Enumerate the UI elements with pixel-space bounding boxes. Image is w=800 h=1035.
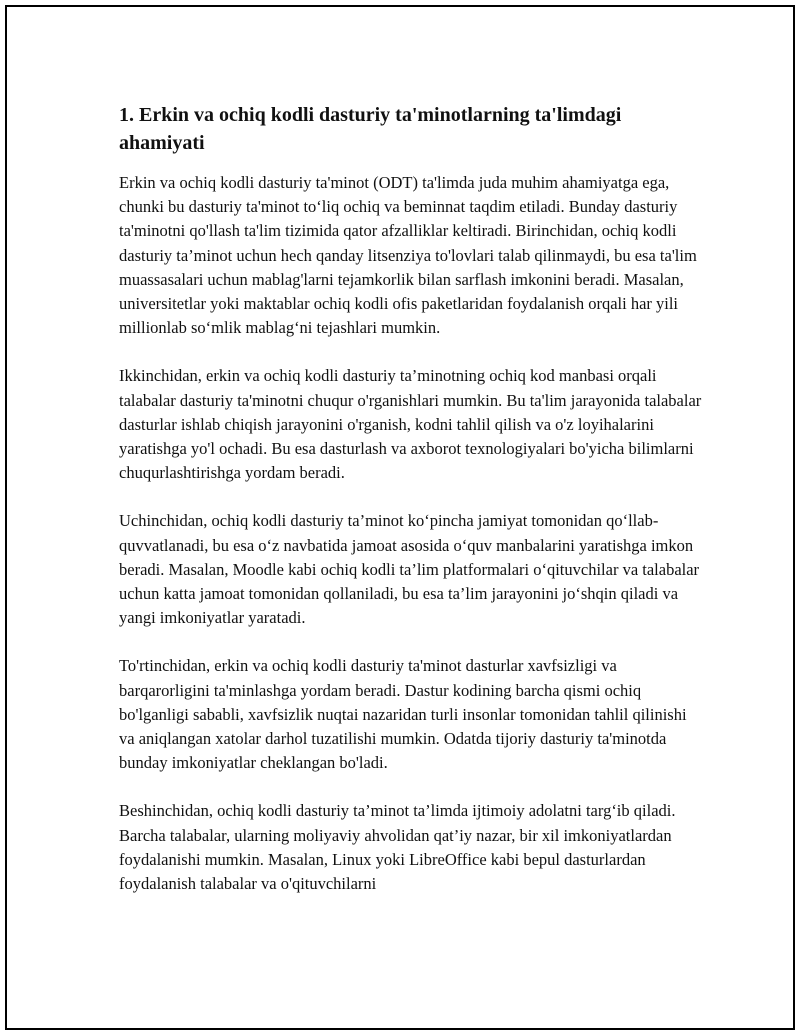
document-body: [119, 101, 703, 920]
section-heading: 1. Erkin va ochiq kodli dasturiy ta'minotlarning ta'limdagi ahamiyati: [119, 104, 622, 154]
paragraph-5: Beshinchidan, ochiq kodli dasturiy ta’minot ta’limda ijtimoiy adolatni targ‘ib qiladi. Barcha talabalar, ularning moliyaviy ahvolidan qat’iy nazar, bir xil imkoniyatlardan foydalanishi mumkin. Masalan, Linux yoki LibreOffice kabi bepul dasturlardan foydalanish talabalar va o'qituvchilarni: [119, 801, 676, 894]
page-frame: [5, 5, 795, 1030]
paragraph-4: To'rtinchidan, erkin va ochiq kodli dasturiy ta'minot dasturlar xavfsizligi va barqarorligini ta'minlashga yordam beradi. Dastur kodining barcha qismi ochiq bo'lganligi sababli, xavfsizlik nuqtai nazaridan turli insonlar tomonidan tahlil qilinishi va aniqlangan xatolar darhol tuzatilishi mumkin. Odatda tijoriy dasturiy ta'minotda bunday imkoniyatlar cheklangan bo'ladi.: [119, 656, 687, 773]
paragraph-1: Erkin va ochiq kodli dasturiy ta'minot (ODT) ta'limda juda muhim ahamiyatga ega, chunki bu dasturiy ta'minot to‘liq ochiq va beminnat taqdim etiladi. Bunday dasturiy ta'minotni qo'llash ta'lim tizimida qator afzalliklar keltiradi. Birinchidan, ochiq kodli dasturiy ta’minot uchun hech qanday litsenziya to'lovlari talab qilinmaydi, bu esa ta'lim muassasalari uchun mablag'larni tejamkorlik bilan sarflash imkonini beradi. Masalan, universitetlar yoki maktablar ochiq kodli ofis paketlaridan foydalanish orqali har yili millionlab so‘mlik mablag‘ni tejashlari mumkin.: [119, 173, 697, 338]
paragraph-3: Uchinchidan, ochiq kodli dasturiy ta’minot ko‘pincha jamiyat tomonidan qo‘llab-quvvatlanadi, bu esa o‘z navbatida jamoat asosida o‘quv manbalarini yaratishga imkon beradi. Masalan, Moodle kabi ochiq kodli ta’lim platformalari o‘qituvchilar va talabalar uchun katta jamoat tomonidan qollaniladi, bu esa ta’lim jarayonini jo‘shqin qiladi va yangi imkoniyatlar yaratadi.: [119, 511, 700, 628]
paragraph-2: Ikkinchidan, erkin va ochiq kodli dasturiy ta’minotning ochiq kod manbasi orqali talabalar dasturiy ta'minotni chuqur o'rganishlari mumkin. Bu ta'lim jarayonida talabalar dasturlar ishlab chiqish jarayonini o'rganish, kodni tahlil qilish va o'z loyihalarini yaratishga yo'l ochadi. Bu esa dasturlash va axborot texnologiyalari bo'yicha bilimlarni chuqurlashtirishga yordam beradi.: [119, 366, 702, 483]
